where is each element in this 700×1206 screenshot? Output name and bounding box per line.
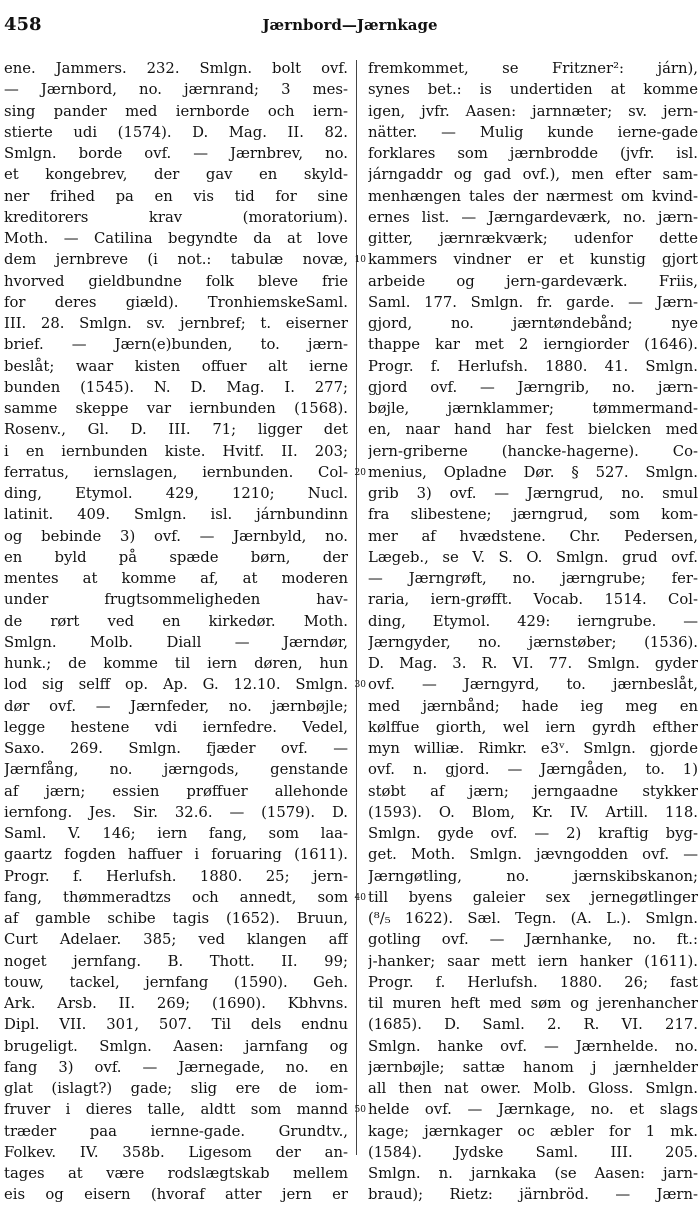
text-line: III. 28. Smlgn. sv. jernbref; t. eiserner: [4, 315, 348, 332]
text-line: Smlgn. n. jarnkaka (se Aasen: jarn-: [368, 1165, 698, 1182]
text-line: sing pander med iernborde och iern-: [4, 102, 348, 120]
text-line: Smlgn. gyde ovf. — 2) kraftig byg-: [368, 825, 698, 842]
text-line: jærnbøjle; sattæ hanom j jærnhelder: [368, 1058, 698, 1076]
text-line: ovf. — Jærngyrd, to. jærnbeslåt,: [368, 676, 698, 694]
text-line: jern-griberne (hancke-hagerne). Co-: [368, 442, 698, 460]
text-line: brugeligt. Smlgn. Aasen: jarnfang og: [4, 1037, 348, 1055]
text-line: Folkev. IV. 358b. Ligesom der an-: [4, 1143, 348, 1161]
text-line: ovf. n. gjord. — Jærngåden, to. 1): [368, 761, 698, 779]
text-line: Jærnfång, no. jærngods, genstande: [4, 761, 348, 779]
text-line: kreditorers krav (moratorium).: [4, 208, 348, 226]
page-header: [0, 0, 700, 40]
text-line: járngaddr og gad ovf.), men efter sam-: [368, 166, 698, 184]
text-line: hunk.; de komme til iern døren, hun: [4, 655, 348, 672]
text-line: Jærngøtling, no. jærnskibskanon;: [368, 867, 698, 885]
text-line: noget jernfang. B. Thott. II. 99;: [4, 952, 348, 970]
text-line: grib 3) ovf. — Jærngrud, no. smul: [368, 485, 698, 502]
text-line: forklares som jærnbrodde (jvfr. isl.: [368, 145, 698, 162]
text-line: gjord, no. jærntøndebånd; nye: [368, 315, 698, 332]
text-line: mer af hvædstene. Chr. Pedersen,: [368, 527, 698, 545]
text-line: — Jærngrøft, no. jærngrube; fer-: [368, 570, 698, 587]
text-line: (1584). Jydske Saml. III. 205.: [368, 1143, 698, 1161]
text-line: mentes at komme af, at moderen: [4, 570, 348, 587]
line-number-marker: 10: [354, 255, 366, 266]
text-line: ernes list. — Jærngardeværk, no. jærn-: [368, 208, 698, 226]
text-line: Dipl. VII. 301, 507. Til dels endnu: [4, 1016, 348, 1034]
text-line: Saml. 177. Smlgn. fr. garde. — Jærn-: [368, 293, 698, 311]
text-line: kage; jærnkager oc æbler for 1 mk.: [368, 1122, 698, 1140]
text-line: de rørt ved en kirkedør. Moth.: [4, 612, 348, 630]
text-line: lod sig selff op. Ap. G. 12.10. Smlgn.: [4, 676, 348, 694]
right-column: [368, 58, 698, 1204]
text-line: en, naar hand har fest bielcken med: [368, 421, 698, 439]
text-line: Smlgn. borde ovf. — Jærnbrev, no.: [4, 145, 348, 162]
text-line: hvorved gieldbundne folk bleve frie: [4, 272, 348, 290]
left-column: [4, 58, 348, 1204]
text-line: D. Mag. 3. R. VI. 77. Smlgn. gyder: [368, 655, 698, 672]
text-line: menius, Opladne Dør. § 527. Smlgn.: [368, 463, 698, 481]
text-line: Progr. f. Herlufsh. 1880. 25; jern-: [4, 867, 348, 885]
text-line: bøjle, jærnklammer; tømmermand-: [368, 400, 698, 417]
text-line: j-hanker; saar mett iern hanker (1611).: [368, 952, 698, 970]
text-line: dør ovf. — Jærnfeder, no. jærnbøjle;: [4, 697, 348, 715]
text-line: ferratus, iernslagen, iernbunden. Col-: [4, 463, 348, 481]
text-line: til muren heft med søm og jerenhancher: [368, 995, 698, 1012]
line-number-marker: 50: [354, 1105, 366, 1116]
text-line: igen, jvfr. Aasen: jarnnæter; sv. jern-: [368, 102, 698, 120]
text-line: ding, Etymol. 429, 1210; Nucl.: [4, 485, 348, 502]
text-line: for deres giæld). TronhiemskeSaml.: [4, 293, 348, 311]
text-line: nätter. — Mulig kunde ierne-gade: [368, 123, 698, 141]
text-line: med jærnbånd; hade ieg meg en: [368, 697, 698, 715]
running-head: Jærnbord—Jærnkage: [262, 16, 438, 34]
text-line: Smlgn. Molb. Diall — Jærndør,: [4, 633, 348, 651]
text-line: bunden (1545). N. D. Mag. I. 277;: [4, 378, 348, 396]
text-line: touw, tackel, jernfang (1590). Geh.: [4, 973, 348, 991]
text-line: ene. Jammers. 232. Smlgn. bolt ovf.: [4, 60, 348, 77]
text-line: brief. — Jærn(e)bunden, to. jærn-: [4, 336, 348, 354]
text-line: Saxo. 269. Smlgn. fjæder ovf. —: [4, 740, 348, 757]
text-line: eis og eisern (hvoraf atter jern er: [4, 1186, 348, 1204]
text-line: raria, iern-grøfft. Vocab. 1514. Col-: [368, 591, 698, 609]
text-line: af jærn; essien prøffuer allehonde: [4, 782, 348, 800]
text-line: get. Moth. Smlgn. jævngodden ovf. —: [368, 846, 698, 864]
text-line: stierte udi (1574). D. Mag. II. 82.: [4, 123, 348, 141]
text-line: tages at være rodslægtskab mellem: [4, 1165, 348, 1182]
text-line: glat (islagt?) gade; slig ere de iom-: [4, 1080, 348, 1097]
text-line: synes bet.: is undertiden at komme: [368, 81, 698, 99]
text-line: helde ovf. — Jærnkage, no. et slags: [368, 1101, 698, 1119]
text-line: fremkommet, se Fritzner²: járn),: [368, 60, 698, 77]
text-line: kammers vindner er et kunstig gjort: [368, 251, 698, 269]
page-number: 458: [4, 14, 42, 35]
text-line: thappe kar met 2 ierngiorder (1646).: [368, 336, 698, 354]
text-line: latinit. 409. Smlgn. isl. járnbundinn: [4, 506, 348, 524]
text-line: under frugtsommeligheden hav-: [4, 591, 348, 609]
text-line: till byens galeier sex jernegøtlinger: [368, 888, 698, 906]
text-line: gitter, jærnrækværk; udenfor dette: [368, 230, 698, 247]
text-line: Saml. V. 146; iern fang, som laa-: [4, 825, 348, 842]
text-line: Progr. f. Herlufsh. 1880. 26; fast: [368, 973, 698, 991]
text-line: træder paa iernne-gade. Grundtv.,: [4, 1122, 348, 1140]
text-line: gotling ovf. — Jærnhanke, no. ft.:: [368, 931, 698, 949]
line-number-marker: 30: [354, 680, 366, 691]
text-line: samme skeppe var iernbunden (1568).: [4, 400, 348, 417]
text-line: støbt af jærn; jerngaadne stykker: [368, 782, 698, 800]
text-line: menhængen tales der nærmest om kvind-: [368, 187, 698, 205]
text-line: fra slibestene; jærngrud, som kom-: [368, 506, 698, 524]
text-line: fang 3) ovf. — Jærnegade, no. en: [4, 1058, 348, 1076]
text-line: ding, Etymol. 429: ierngrube. —: [368, 612, 698, 630]
text-line: gjord ovf. — Jærngrib, no. jærn-: [368, 378, 698, 396]
line-number-marker: 20: [354, 467, 366, 478]
text-line: ner frihed pa en vis tid for sine: [4, 187, 348, 205]
text-line: (1593). O. Blom, Kr. IV. Artill. 118.: [368, 803, 698, 821]
line-number-marker: 40: [354, 892, 366, 903]
text-line: fang, thømmeradtzs och annedt, som: [4, 888, 348, 906]
text-line: Smlgn. hanke ovf. — Jærnhelde. no.: [368, 1037, 698, 1055]
text-line: fruver i dieres talle, aldtt som mannd: [4, 1101, 348, 1119]
text-line: af gamble schibe tagis (1652). Bruun,: [4, 910, 348, 927]
text-line: Progr. f. Herlufsh. 1880. 41. Smlgn.: [368, 357, 698, 375]
text-line: kølffue giorth, wel iern gyrdh efther: [368, 718, 698, 736]
text-line: en byld på spæde børn, der: [4, 548, 348, 566]
text-line: all then nat ower. Molb. Gloss. Smlgn.: [368, 1080, 698, 1097]
text-line: braud); Rietz: järnbröd. — Jærn-: [368, 1186, 698, 1204]
text-line: et kongebrev, der gav en skyld-: [4, 166, 348, 184]
text-line: myn williæ. Rimkr. e3ᵛ. Smlgn. gjorde: [368, 740, 698, 757]
text-line: gaartz fogden haffuer i foruaring (1611).: [4, 846, 348, 864]
text-line: (1685). D. Saml. 2. R. VI. 217.: [368, 1016, 698, 1034]
text-line: i en iernbunden kiste. Hvitf. II. 203;: [4, 442, 348, 460]
text-line: Moth. — Catilina begyndte da at love: [4, 230, 348, 247]
text-line: Ark. Arsb. II. 269; (1690). Kbhvns.: [4, 995, 348, 1012]
text-line: Lægeb., se V. S. O. Smlgn. grud ovf.: [368, 548, 698, 566]
text-line: og bebinde 3) ovf. — Jærnbyld, no.: [4, 527, 348, 545]
text-line: beslåt; waar kisten offuer alt ierne: [4, 357, 348, 375]
text-line: arbeide og jern-gardeværk. Friis,: [368, 272, 698, 290]
text-line: dem jernbreve (i not.: tabulæ novæ,: [4, 251, 348, 269]
text-line: Jærngyder, no. jærnstøber; (1536).: [368, 633, 698, 651]
text-line: — Jærnbord, no. jærnrand; 3 mes-: [4, 81, 348, 99]
text-line: Curt Adelaer. 385; ved klangen aff: [4, 931, 348, 949]
text-line: (⁸/₅ 1622). Sæl. Tegn. (A. L.). Smlgn.: [368, 910, 698, 927]
text-line: Rosenv., Gl. D. III. 71; ligger det: [4, 421, 348, 439]
text-line: iernfong. Jes. Sir. 32.6. — (1579). D.: [4, 803, 348, 821]
text-line: legge hestene vdi iernfedre. Vedel,: [4, 718, 348, 736]
line-number-markers: [338, 58, 368, 1158]
